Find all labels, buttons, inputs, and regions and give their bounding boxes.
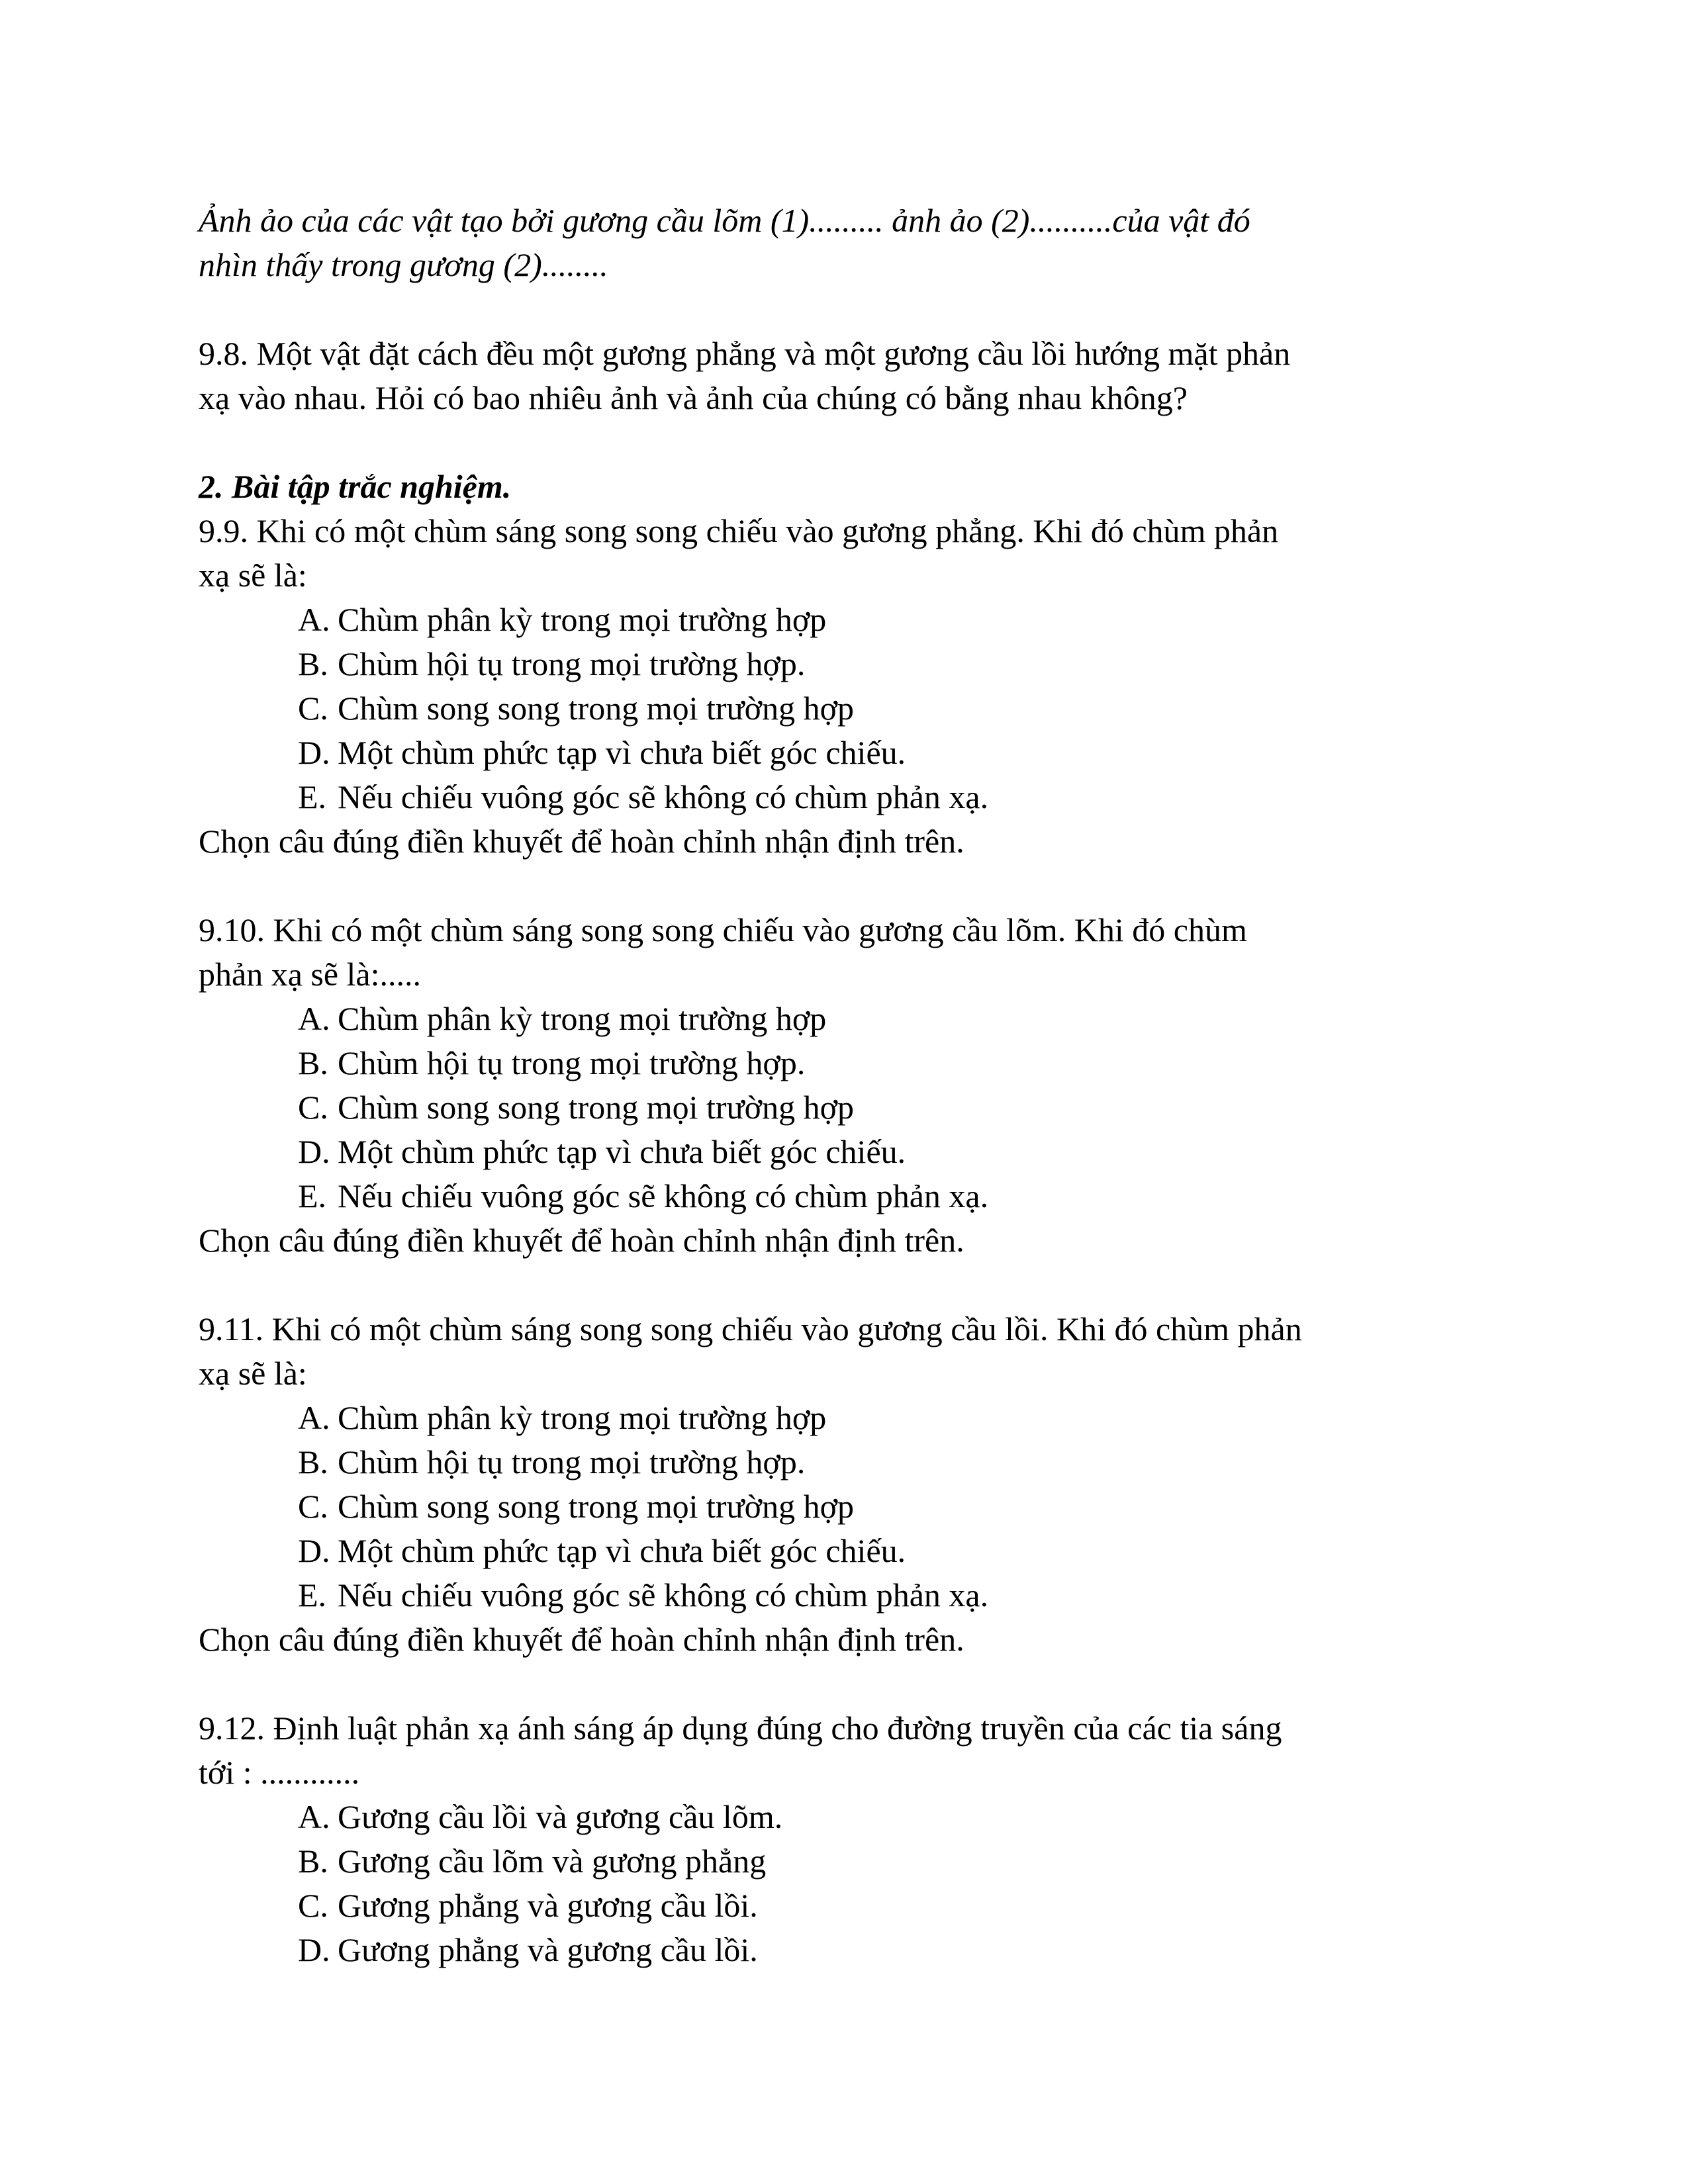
- option-text: Gương phẳng và gương cầu lồi.: [338, 1887, 758, 1924]
- spacer: [199, 864, 1489, 908]
- question-9-8-line-2: xạ vào nhau. Hỏi có bao nhiêu ảnh và ảnh của chúng có bằng nhau không?: [199, 379, 1188, 416]
- option-letter: A.: [298, 1798, 330, 1835]
- option-text: Một chùm phức tạp vì chưa biết góc chiếu.: [338, 1133, 906, 1170]
- spacer: [199, 420, 1489, 465]
- option-d: [199, 1529, 1489, 1573]
- question-9-11-line-1: 9.11. Khi có một chùm sáng song song chiếu vào gương cầu lồi. Khi đó chùm phản: [199, 1310, 1302, 1347]
- option-letter: C.: [298, 1488, 328, 1525]
- option-b: [199, 1839, 1489, 1884]
- question-9-11-stem: [199, 1307, 1489, 1396]
- option-b: [199, 642, 1489, 686]
- intro-line-2: nhìn thấy trong gương (2)........: [199, 246, 608, 283]
- option-text: Một chùm phức tạp vì chưa biết góc chiếu.: [338, 1532, 906, 1569]
- option-letter: D.: [298, 1931, 330, 1968]
- option-a: [199, 997, 1489, 1041]
- question-9-9-stem: [199, 509, 1489, 598]
- option-letter: D.: [298, 1133, 330, 1170]
- option-letter: B.: [298, 645, 328, 682]
- spacer: [199, 287, 1489, 332]
- option-a: [199, 598, 1489, 642]
- option-text: Gương cầu lồi và gương cầu lõm.: [338, 1798, 783, 1835]
- option-d: [199, 731, 1489, 775]
- option-e: [199, 1174, 1489, 1218]
- option-letter: B.: [298, 1843, 328, 1880]
- question-9-12-options: [199, 1795, 1489, 1972]
- question-9-11-instruction: Chọn câu đúng điền khuyết để hoàn chỉnh nhận định trên.: [199, 1621, 964, 1658]
- option-text: Gương cầu lõm và gương phẳng: [338, 1843, 767, 1880]
- question-9-12: [199, 1706, 1489, 1972]
- question-9-9: [199, 509, 1489, 864]
- option-letter: D.: [298, 734, 330, 771]
- option-text: Gương phẳng và gương cầu lồi.: [338, 1931, 758, 1968]
- option-text: Chùm hội tụ trong mọi trường hợp.: [338, 645, 806, 682]
- option-letter: E.: [298, 1576, 327, 1614]
- option-letter: B.: [298, 1443, 328, 1480]
- option-letter: C.: [298, 1887, 328, 1924]
- option-text: Nếu chiếu vuông góc sẽ không có chùm phản xạ.: [338, 778, 989, 815]
- intro-paragraph: [199, 199, 1489, 287]
- section-heading: 2. Bài tập trắc nghiệm.: [199, 468, 512, 505]
- option-letter: E.: [298, 1177, 327, 1214]
- option-letter: A.: [298, 1399, 330, 1436]
- option-text: Chùm hội tụ trong mọi trường hợp.: [338, 1044, 806, 1081]
- document-page: [199, 199, 1489, 1972]
- question-9-8: [199, 332, 1489, 420]
- question-9-9-line-2: xạ sẽ là:: [199, 557, 307, 594]
- option-letter: A.: [298, 1000, 330, 1037]
- option-text: Nếu chiếu vuông góc sẽ không có chùm phản xạ.: [338, 1576, 989, 1614]
- question-9-9-instruction: Chọn câu đúng điền khuyết để hoàn chỉnh nhận định trên.: [199, 823, 964, 860]
- option-text: Chùm song song trong mọi trường hợp: [338, 1488, 855, 1525]
- option-e: [199, 1573, 1489, 1617]
- question-9-11-options: [199, 1396, 1489, 1617]
- option-letter: B.: [298, 1044, 328, 1081]
- question-9-10-options: [199, 997, 1489, 1218]
- option-c: [199, 1884, 1489, 1928]
- question-9-12-stem: [199, 1706, 1489, 1795]
- question-9-12-line-2: tới : ............: [199, 1754, 360, 1791]
- intro-line-1: Ảnh ảo của các vật tạo bởi gương cầu lõm (1)......... ảnh ảo (2)..........của vật đó: [199, 202, 1250, 239]
- option-b: [199, 1440, 1489, 1484]
- option-a: [199, 1396, 1489, 1440]
- question-9-10-instruction: Chọn câu đúng điền khuyết để hoàn chỉnh nhận định trên.: [199, 1222, 964, 1259]
- option-text: Chùm phân kỳ trong mọi trường hợp: [338, 601, 827, 638]
- option-c: [199, 1085, 1489, 1130]
- option-d: [199, 1928, 1489, 1972]
- option-letter: D.: [298, 1532, 330, 1569]
- question-9-10: [199, 908, 1489, 1263]
- question-9-11-line-2: xạ sẽ là:: [199, 1355, 307, 1392]
- question-9-8-line-1: 9.8. Một vật đặt cách đều một gương phẳng và một gương cầu lồi hướng mặt phản: [199, 335, 1291, 372]
- option-c: [199, 1484, 1489, 1529]
- option-b: [199, 1041, 1489, 1085]
- question-9-12-line-1: 9.12. Định luật phản xạ ánh sáng áp dụng đúng cho đường truyền của các tia sáng: [199, 1709, 1282, 1747]
- question-9-10-line-1: 9.10. Khi có một chùm sáng song song chiếu vào gương cầu lõm. Khi đó chùm: [199, 911, 1247, 948]
- spacer: [199, 1263, 1489, 1307]
- question-9-11: [199, 1307, 1489, 1662]
- option-letter: C.: [298, 690, 328, 727]
- option-text: Một chùm phức tạp vì chưa biết góc chiếu.: [338, 734, 906, 771]
- option-text: Chùm phân kỳ trong mọi trường hợp: [338, 1000, 827, 1037]
- spacer: [199, 1662, 1489, 1706]
- option-text: Nếu chiếu vuông góc sẽ không có chùm phản xạ.: [338, 1177, 989, 1214]
- option-a: [199, 1795, 1489, 1839]
- option-text: Chùm hội tụ trong mọi trường hợp.: [338, 1443, 806, 1480]
- option-letter: C.: [298, 1089, 328, 1126]
- option-text: Chùm song song trong mọi trường hợp: [338, 690, 855, 727]
- option-e: [199, 775, 1489, 819]
- question-9-9-line-1: 9.9. Khi có một chùm sáng song song chiếu vào gương phẳng. Khi đó chùm phản: [199, 512, 1279, 549]
- question-9-9-options: [199, 598, 1489, 819]
- option-text: Chùm phân kỳ trong mọi trường hợp: [338, 1399, 827, 1436]
- option-letter: A.: [298, 601, 330, 638]
- option-d: [199, 1130, 1489, 1174]
- question-9-10-stem: [199, 908, 1489, 997]
- option-text: Chùm song song trong mọi trường hợp: [338, 1089, 855, 1126]
- option-c: [199, 686, 1489, 731]
- option-letter: E.: [298, 778, 327, 815]
- question-9-10-line-2: phản xạ sẽ là:.....: [199, 956, 422, 993]
